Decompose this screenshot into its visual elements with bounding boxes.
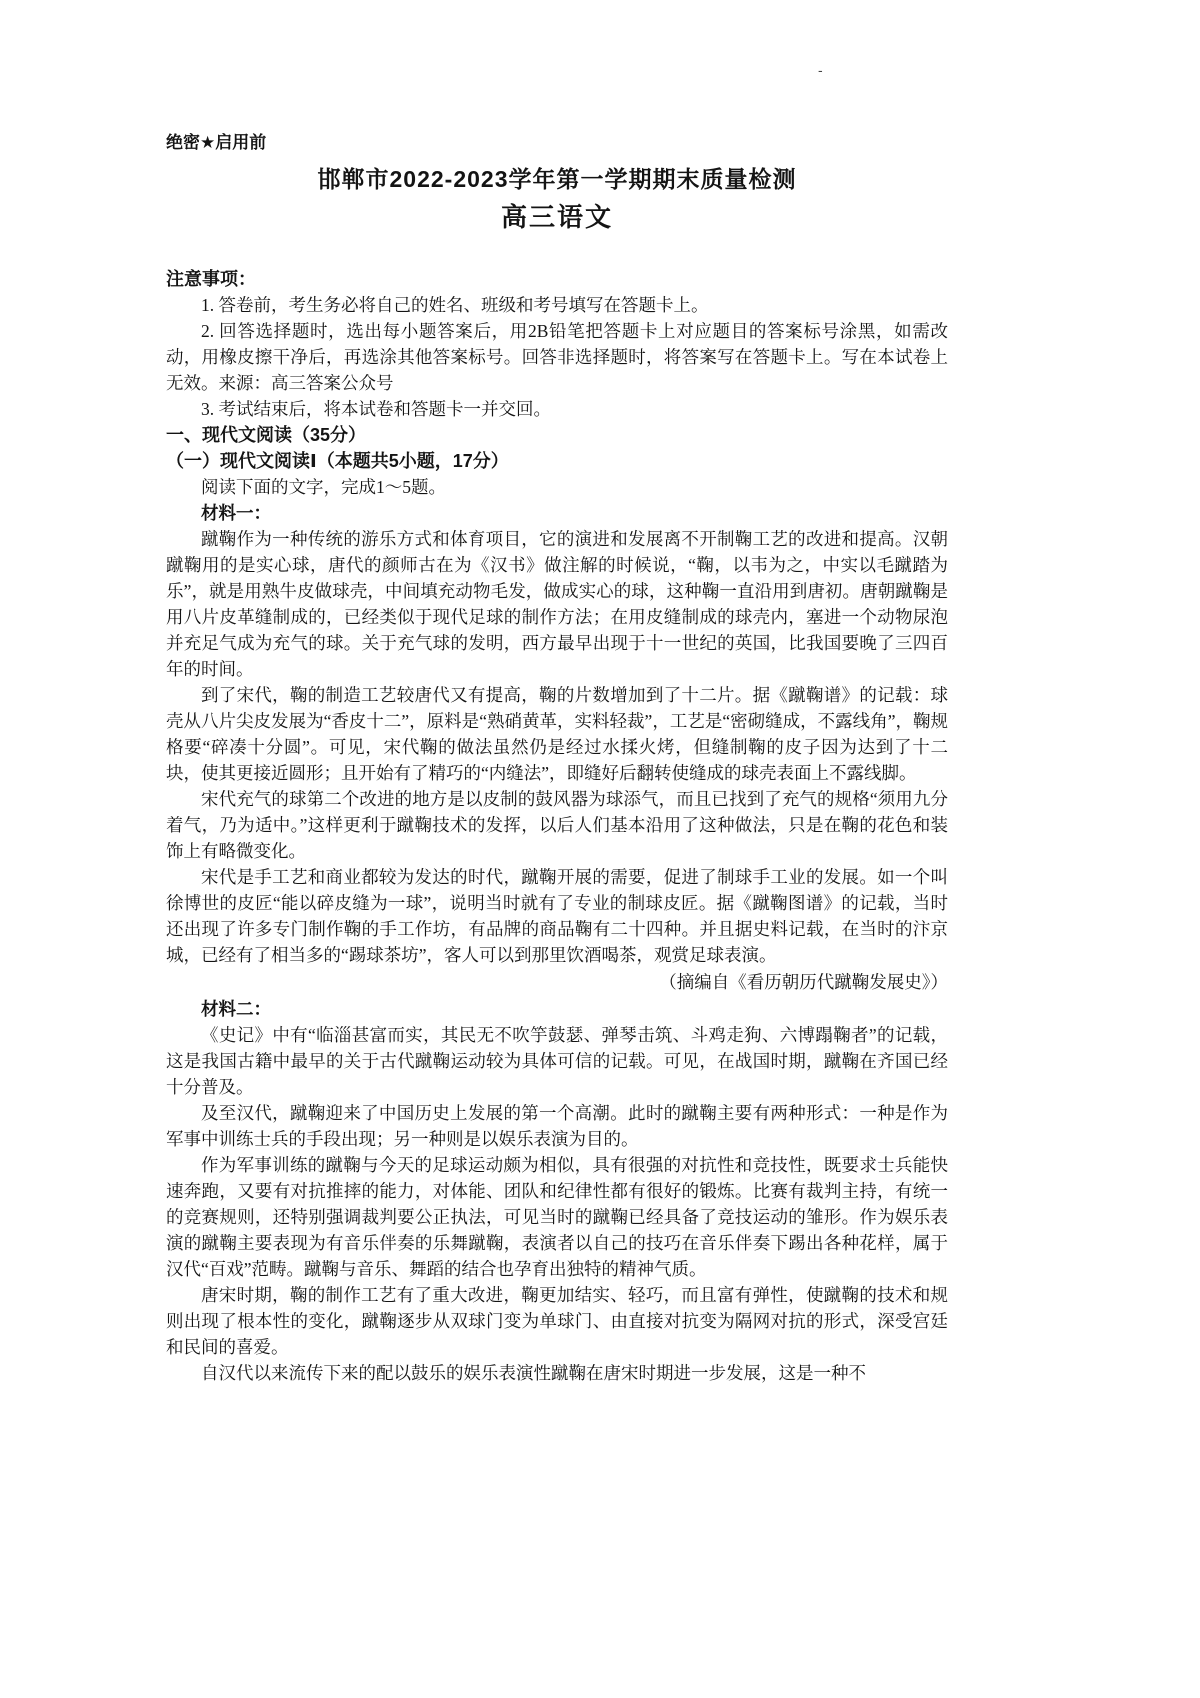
classification-label: 绝密★启用前 [166,133,267,152]
exam-title: 邯郸市2022-2023学年第一学期期末质量检测 [317,166,797,192]
notice-item-3: 3. 考试结束后，将本试卷和答题卡一并交回。 [201,399,551,419]
notice-heading: 注意事项： [166,269,256,289]
material-one-paragraph-4: 宋代是手工艺和商业都较为发达的时代，蹴鞠开展的需要，促进了制球手工业的发展。如一个叫徐博世的皮匠“能以碎皮缝为一球”，说明当时就有了专业的制球皮匠。据《蹴鞠图谱》的记载，当时还出现了许多专门制作鞠的手工作坊，有品牌的商品鞠有二十四种。并且据史料记载，在当时的汴京城，已经有了相当多的“踢球茶坊”，客人可以到那里饮酒喝茶，观赏足球表演。 [166,867,948,965]
material-two-paragraph-5: 自汉代以来流传下来的配以鼓乐的娱乐表演性蹴鞠在唐宋时期进一步发展，这是一种不 [201,1363,866,1383]
section-one-part-heading: （一）现代文阅读Ⅰ（本题共5小题，17分） [166,451,509,471]
reading-instruction: 阅读下面的文字，完成1～5题。 [201,477,446,497]
notice-section [166,266,948,422]
material-two-label: 材料二： [201,999,271,1019]
notice-item-1: 1. 答卷前，考生务必将自己的姓名、班级和考号填写在答题卡上。 [201,295,709,315]
material-two-paragraph-3: 作为军事训练的蹴鞠与今天的足球运动颇为相似，具有很强的对抗性和竞技性，既要求士兵能快速奔跑，又要有对抗推摔的能力，对体能、团队和纪律性都有很好的锻炼。比赛有裁判主持，有统一的竞赛规则，还特别强调裁判要公正执法，可见当时的蹴鞠已经具备了竞技运动的雏形。作为娱乐表演的蹴鞠主要表现为有音乐伴奏的乐舞蹴鞠，表演者以自己的技巧在音乐伴奏下踢出各种花样，属于汉代“百戏”范畴。蹴鞠与音乐、舞蹈的结合也孕育出独特的精神气质。 [166,1155,948,1279]
page-content [166,132,948,1386]
material-two-paragraph-1: 《史记》中有“临淄甚富而实，其民无不吹竽鼓瑟、弹琴击筑、斗鸡走狗、六博蹋鞠者”的记载，这是我国古籍中最早的关于古代蹴鞠运动较为具体可信的记载。可见，在战国时期，蹴鞠在齐国已经十分普及。 [166,1025,948,1097]
notice-item-2: 2. 回答选择题时，选出每小题答案后，用2B铅笔把答题卡上对应题目的答案标号涂黑，如需改动，用橡皮擦干净后，再选涂其他答案标号。回答非选择题时，将答案写在答题卡上。写在本试卷上无效。来源：高三答案公众号 [166,321,948,393]
material-two-paragraph-2: 及至汉代，蹴鞠迎来了中国历史上发展的第一个高潮。此时的蹴鞠主要有两种形式：一种是作为军事中训练士兵的手段出现；另一种则是以娱乐表演为目的。 [166,1103,948,1149]
section-one-heading: 一、现代文阅读（35分） [166,425,367,445]
material-one-label: 材料一： [201,503,271,523]
material-two-paragraph-4: 唐宋时期，鞠的制作工艺有了重大改进，鞠更加结实、轻巧，而且富有弹性，使蹴鞠的技术和规则出现了根本性的变化，蹴鞠逐步从双球门变为单球门、由直接对抗变为隔网对抗的形式，深受宫廷和民间的喜爱。 [166,1285,948,1357]
material-one-paragraph-1: 蹴鞠作为一种传统的游乐方式和体育项目，它的演进和发展离不开制鞠工艺的改进和提高。汉朝蹴鞠用的是实心球，唐代的颜师古在为《汉书》做注解的时候说，“鞠，以韦为之，中实以毛蹴踏为乐”，就是用熟牛皮做球壳，中间填充动物毛发，做成实心的球，这种鞠一直沿用到唐初。唐朝蹴鞠是用八片皮革缝制成的，已经类似于现代足球的制作方法；在用皮缝制成的球壳内，塞进一个动物尿泡并充足气成为充气的球。关于充气球的发明，西方最早出现于十一世纪的英国，比我国要晚了三四百年的时间。 [166,529,948,679]
corner-mark: - [818,62,823,78]
exam-subject-title: 高三语文 [500,202,613,232]
material-one-paragraph-2: 到了宋代，鞠的制造工艺较唐代又有提高，鞠的片数增加到了十二片。据《蹴鞠谱》的记载：球壳从八片尖皮发展为“香皮十二”，原料是“熟硝黄革，实料轻裁”，工艺是“密砌缝成，不露线角”，鞠规格要“碎凑十分圆”。可见，宋代鞠的做法虽然仍是经过水揉火烤，但缝制鞠的皮子因为达到了十二块，使其更接近圆形；且开始有了精巧的“内缝法”，即缝好后翻转使缝成的球壳表面上不露线脚。 [166,685,948,783]
material-one-source: （摘编自《看历朝历代蹴鞠发展史》） [659,972,948,992]
material-one-paragraph-3: 宋代充气的球第二个改进的地方是以皮制的鼓风器为球添气，而且已找到了充气的规格“须用九分着气，乃为适中。”这样更利于蹴鞠技术的发挥，以后人们基本沿用了这种做法，只是在鞠的花色和装饰上有略微变化。 [166,789,948,861]
